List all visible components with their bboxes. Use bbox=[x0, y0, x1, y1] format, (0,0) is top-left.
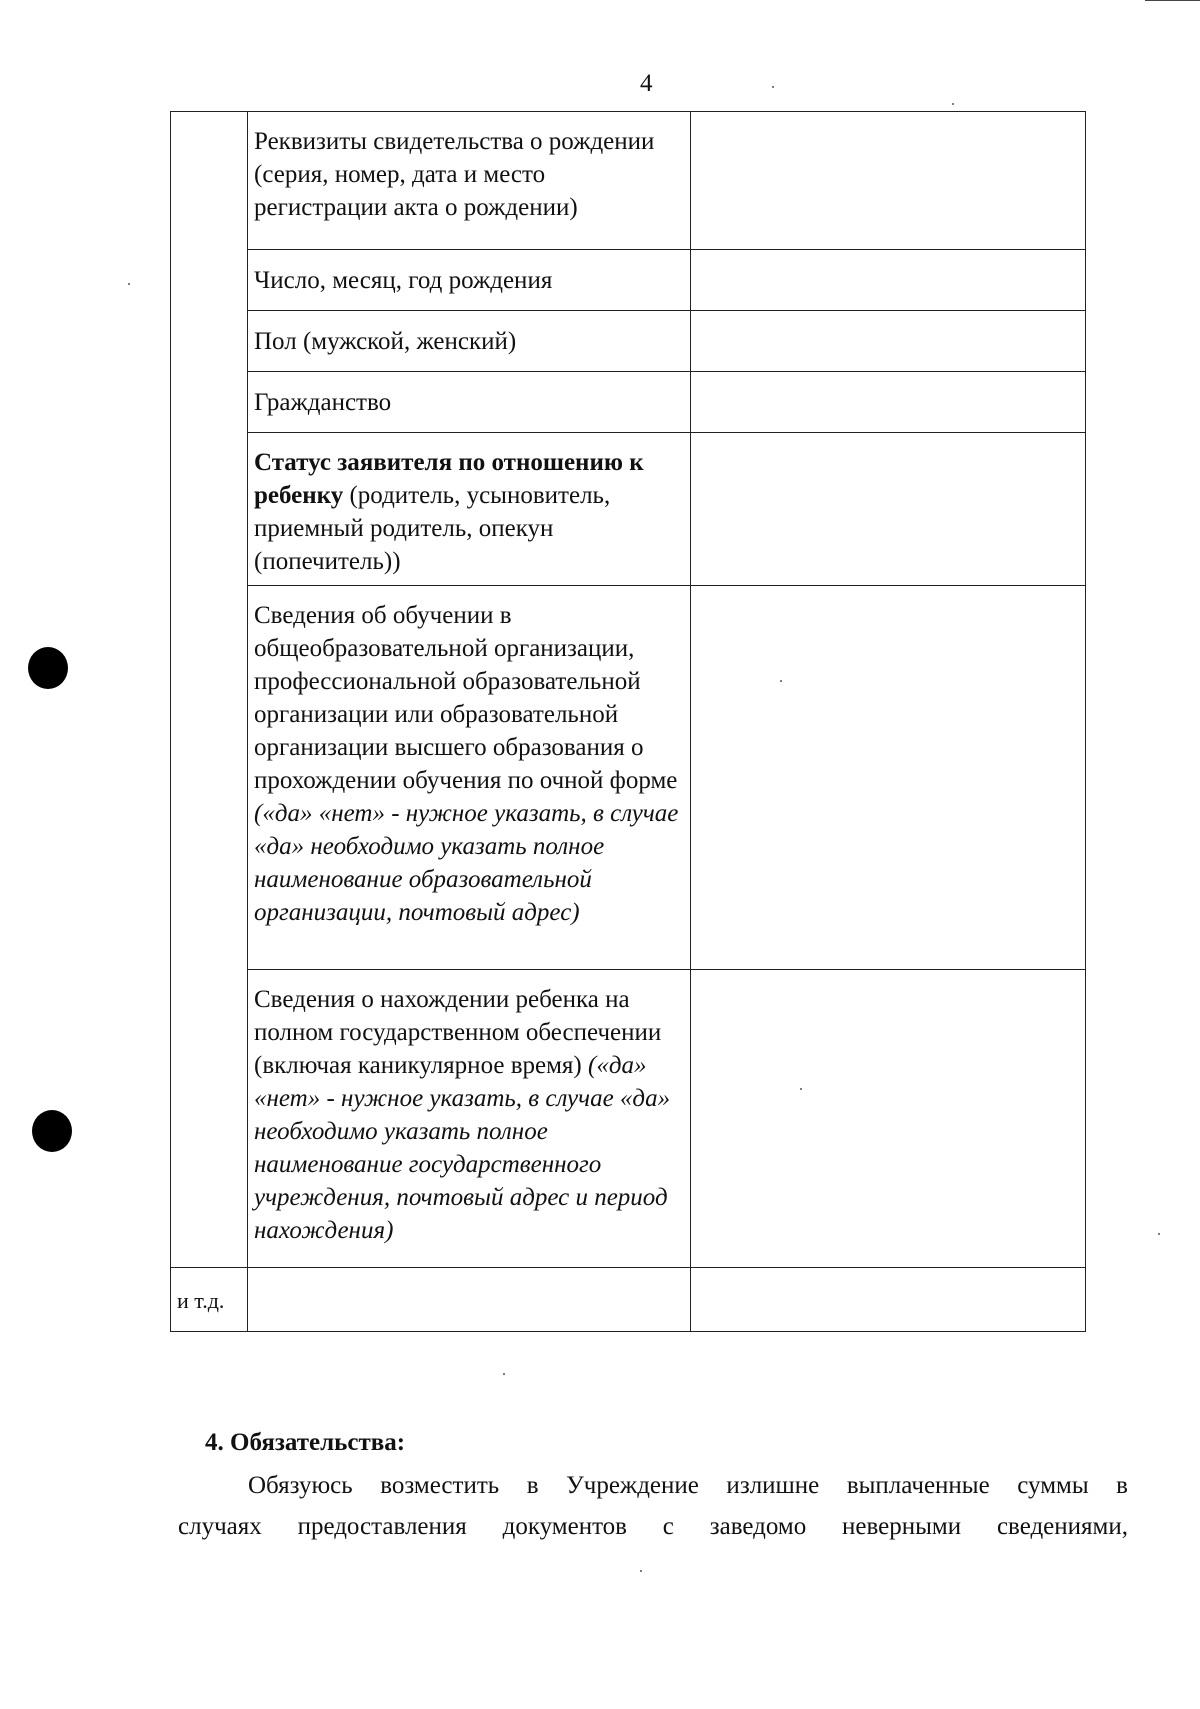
value-cell[interactable] bbox=[691, 970, 1086, 1268]
row-label-main: Сведения об обучении в общеобразовательной организации, профессиональной образовательной организации или образовательной организации высшего образования о прохождении обучения по очной форме bbox=[254, 602, 678, 794]
row-label-rest: (родитель, усыновитель, приемный родитель, опекун (попечитель)) bbox=[254, 482, 611, 575]
table-row-state-support bbox=[171, 970, 1086, 1268]
obligations-section bbox=[178, 1425, 1128, 1544]
row-label bbox=[248, 586, 691, 970]
value-cell[interactable] bbox=[691, 372, 1086, 433]
section-paragraph-line: случаях предоставления документов с заведомо неверными сведениями, bbox=[178, 1513, 1128, 1540]
scan-speck bbox=[640, 1570, 642, 1572]
punch-hole-mark bbox=[28, 647, 68, 689]
section-heading: 4. Обязательства: bbox=[205, 1429, 406, 1456]
row-label-main: Сведения о нахождении ребенка на полном государственном обеспечении (включая каникулярное время) bbox=[254, 986, 662, 1079]
punch-hole-mark bbox=[32, 1110, 72, 1152]
row-label-italic: («да» «нет» - нужное указать, в случае «да» необходимо указать полное наименование образовательной организации, почтовый адрес) bbox=[254, 800, 679, 926]
table-row-education bbox=[171, 586, 1086, 970]
scan-speck bbox=[780, 680, 782, 682]
row-label: Пол (мужской, женский) bbox=[248, 311, 691, 372]
table-row-applicant-status bbox=[171, 433, 1086, 586]
value-cell[interactable] bbox=[691, 433, 1086, 586]
row-label bbox=[248, 970, 691, 1268]
scan-speck bbox=[772, 86, 774, 88]
table-row-sex bbox=[171, 311, 1086, 372]
value-cell[interactable] bbox=[691, 586, 1086, 970]
scan-speck bbox=[800, 1088, 802, 1090]
scan-edge-mark bbox=[1145, 0, 1200, 1]
table-row-etc bbox=[171, 1268, 1086, 1332]
value-cell[interactable] bbox=[691, 250, 1086, 311]
section-paragraph-line: Обязуюсь возместить в Учреждение излишне выплаченные суммы в bbox=[248, 1472, 1128, 1499]
value-cell[interactable] bbox=[691, 112, 1086, 250]
scan-speck bbox=[952, 103, 954, 105]
table-row-citizenship bbox=[171, 372, 1086, 433]
row-label-bold: Статус заявителя по отношению к ребенку bbox=[254, 449, 644, 509]
table-row-birth-certificate bbox=[171, 112, 1086, 250]
row-label: Гражданство bbox=[248, 372, 691, 433]
applicant-child-info-table bbox=[170, 111, 1086, 1332]
table-row-birth-date bbox=[171, 250, 1086, 311]
row-label bbox=[248, 433, 691, 586]
number-column-cell bbox=[171, 112, 248, 1268]
page-number: 4 bbox=[640, 70, 653, 97]
scan-speck bbox=[1158, 1233, 1160, 1235]
etc-label: и т.д. bbox=[171, 1268, 248, 1332]
row-label-italic: («да» «нет» - нужное указать, в случае «да» необходимо указать полное наименование государственного учреждения, почтовый адрес и период нахождения) bbox=[254, 1052, 671, 1244]
scan-speck bbox=[128, 283, 130, 285]
scan-speck bbox=[503, 1373, 505, 1375]
value-cell[interactable] bbox=[691, 311, 1086, 372]
value-cell[interactable] bbox=[248, 1268, 691, 1332]
row-label: Число, месяц, год рождения bbox=[248, 250, 691, 311]
value-cell[interactable] bbox=[691, 1268, 1086, 1332]
row-label: Реквизиты свидетельства о рождении (серия, номер, дата и место регистрации акта о рождении) bbox=[248, 112, 691, 250]
